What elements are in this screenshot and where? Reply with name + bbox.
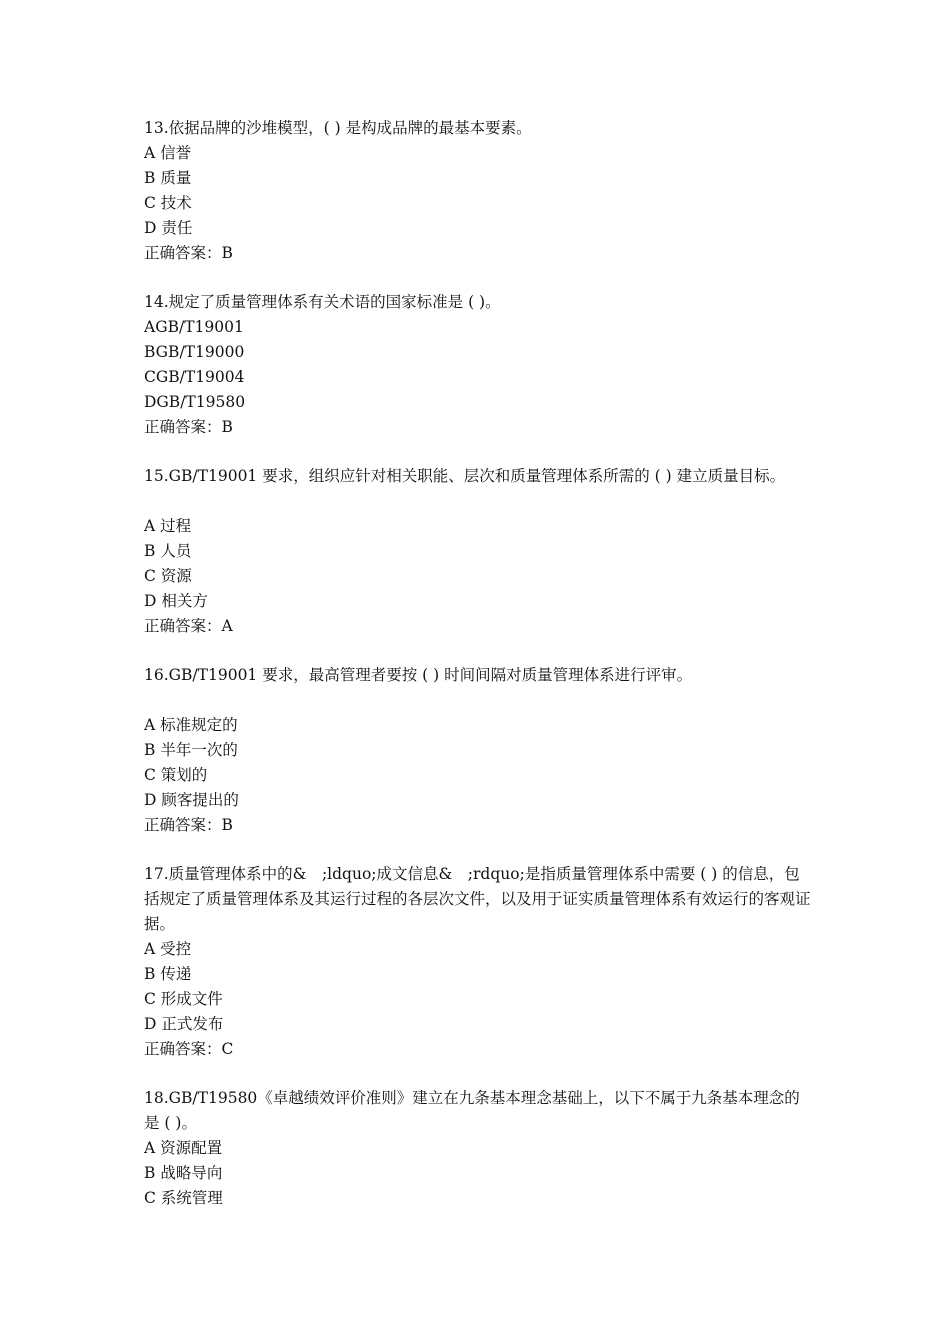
correct-answer: 正确答案：B — [144, 418, 233, 436]
option-a: A 资源配置 — [144, 1139, 223, 1157]
option-b: B 人员 — [144, 542, 192, 560]
option-d: D 责任 — [144, 219, 193, 237]
option-b: BGB/T19000 — [144, 343, 245, 361]
option-c: C 系统管理 — [144, 1189, 223, 1207]
option-b: B 半年一次的 — [144, 741, 238, 759]
question-16 — [144, 663, 814, 838]
question-15 — [144, 464, 814, 639]
question-stem: 18.GB/T19580《卓越绩效评价准则》建立在九条基本理念基础上，以下不属于九条基本理念的是 ( )。 — [144, 1089, 800, 1132]
question-18 — [144, 1086, 814, 1211]
correct-answer: 正确答案：C — [144, 1040, 234, 1058]
question-stem: 16.GB/T19001 要求，最高管理者要按 ( ) 时间间隔对质量管理体系进行评审。 — [144, 666, 693, 684]
option-d: D 相关方 — [144, 592, 208, 610]
option-c: C 资源 — [144, 567, 192, 585]
option-a: A 过程 — [144, 517, 192, 535]
correct-answer: 正确答案：B — [144, 244, 233, 262]
option-b: B 质量 — [144, 169, 192, 187]
option-c: C 策划的 — [144, 766, 208, 784]
option-d: DGB/T19580 — [144, 393, 246, 411]
option-a: A 标准规定的 — [144, 716, 238, 734]
question-17 — [144, 862, 814, 1062]
option-b: B 战略导向 — [144, 1164, 223, 1182]
option-a: AGB/T19001 — [144, 318, 244, 336]
question-stem: 14.规定了质量管理体系有关术语的国家标准是 ( )。 — [144, 293, 501, 311]
question-stem: 17.质量管理体系中的& ;ldquo;成文信息& ;rdquo;是指质量管理体系中需要 ( ) 的信息，包括规定了质量管理体系及其运行过程的各层次文件，以及用于证实质量管理体系有效运行的客观证据。 — [144, 865, 811, 933]
question-stem: 13.依据品牌的沙堆模型，( ) 是构成品牌的最基本要素。 — [144, 119, 532, 137]
option-d: D 正式发布 — [144, 1015, 224, 1033]
option-b: B 传递 — [144, 965, 192, 983]
correct-answer: 正确答案：A — [144, 617, 233, 635]
question-14 — [144, 290, 814, 440]
option-d: D 顾客提出的 — [144, 791, 239, 809]
question-13 — [144, 116, 814, 266]
option-a: A 信誉 — [144, 144, 192, 162]
option-c: C 技术 — [144, 194, 192, 212]
option-c: C 形成文件 — [144, 990, 223, 1008]
correct-answer: 正确答案：B — [144, 816, 233, 834]
question-stem: 15.GB/T19001 要求，组织应针对相关职能、层次和质量管理体系所需的 ( ) 建立质量目标。 — [144, 467, 786, 485]
option-c: CGB/T19004 — [144, 368, 245, 386]
option-a: A 受控 — [144, 940, 192, 958]
question-list — [144, 116, 814, 1235]
